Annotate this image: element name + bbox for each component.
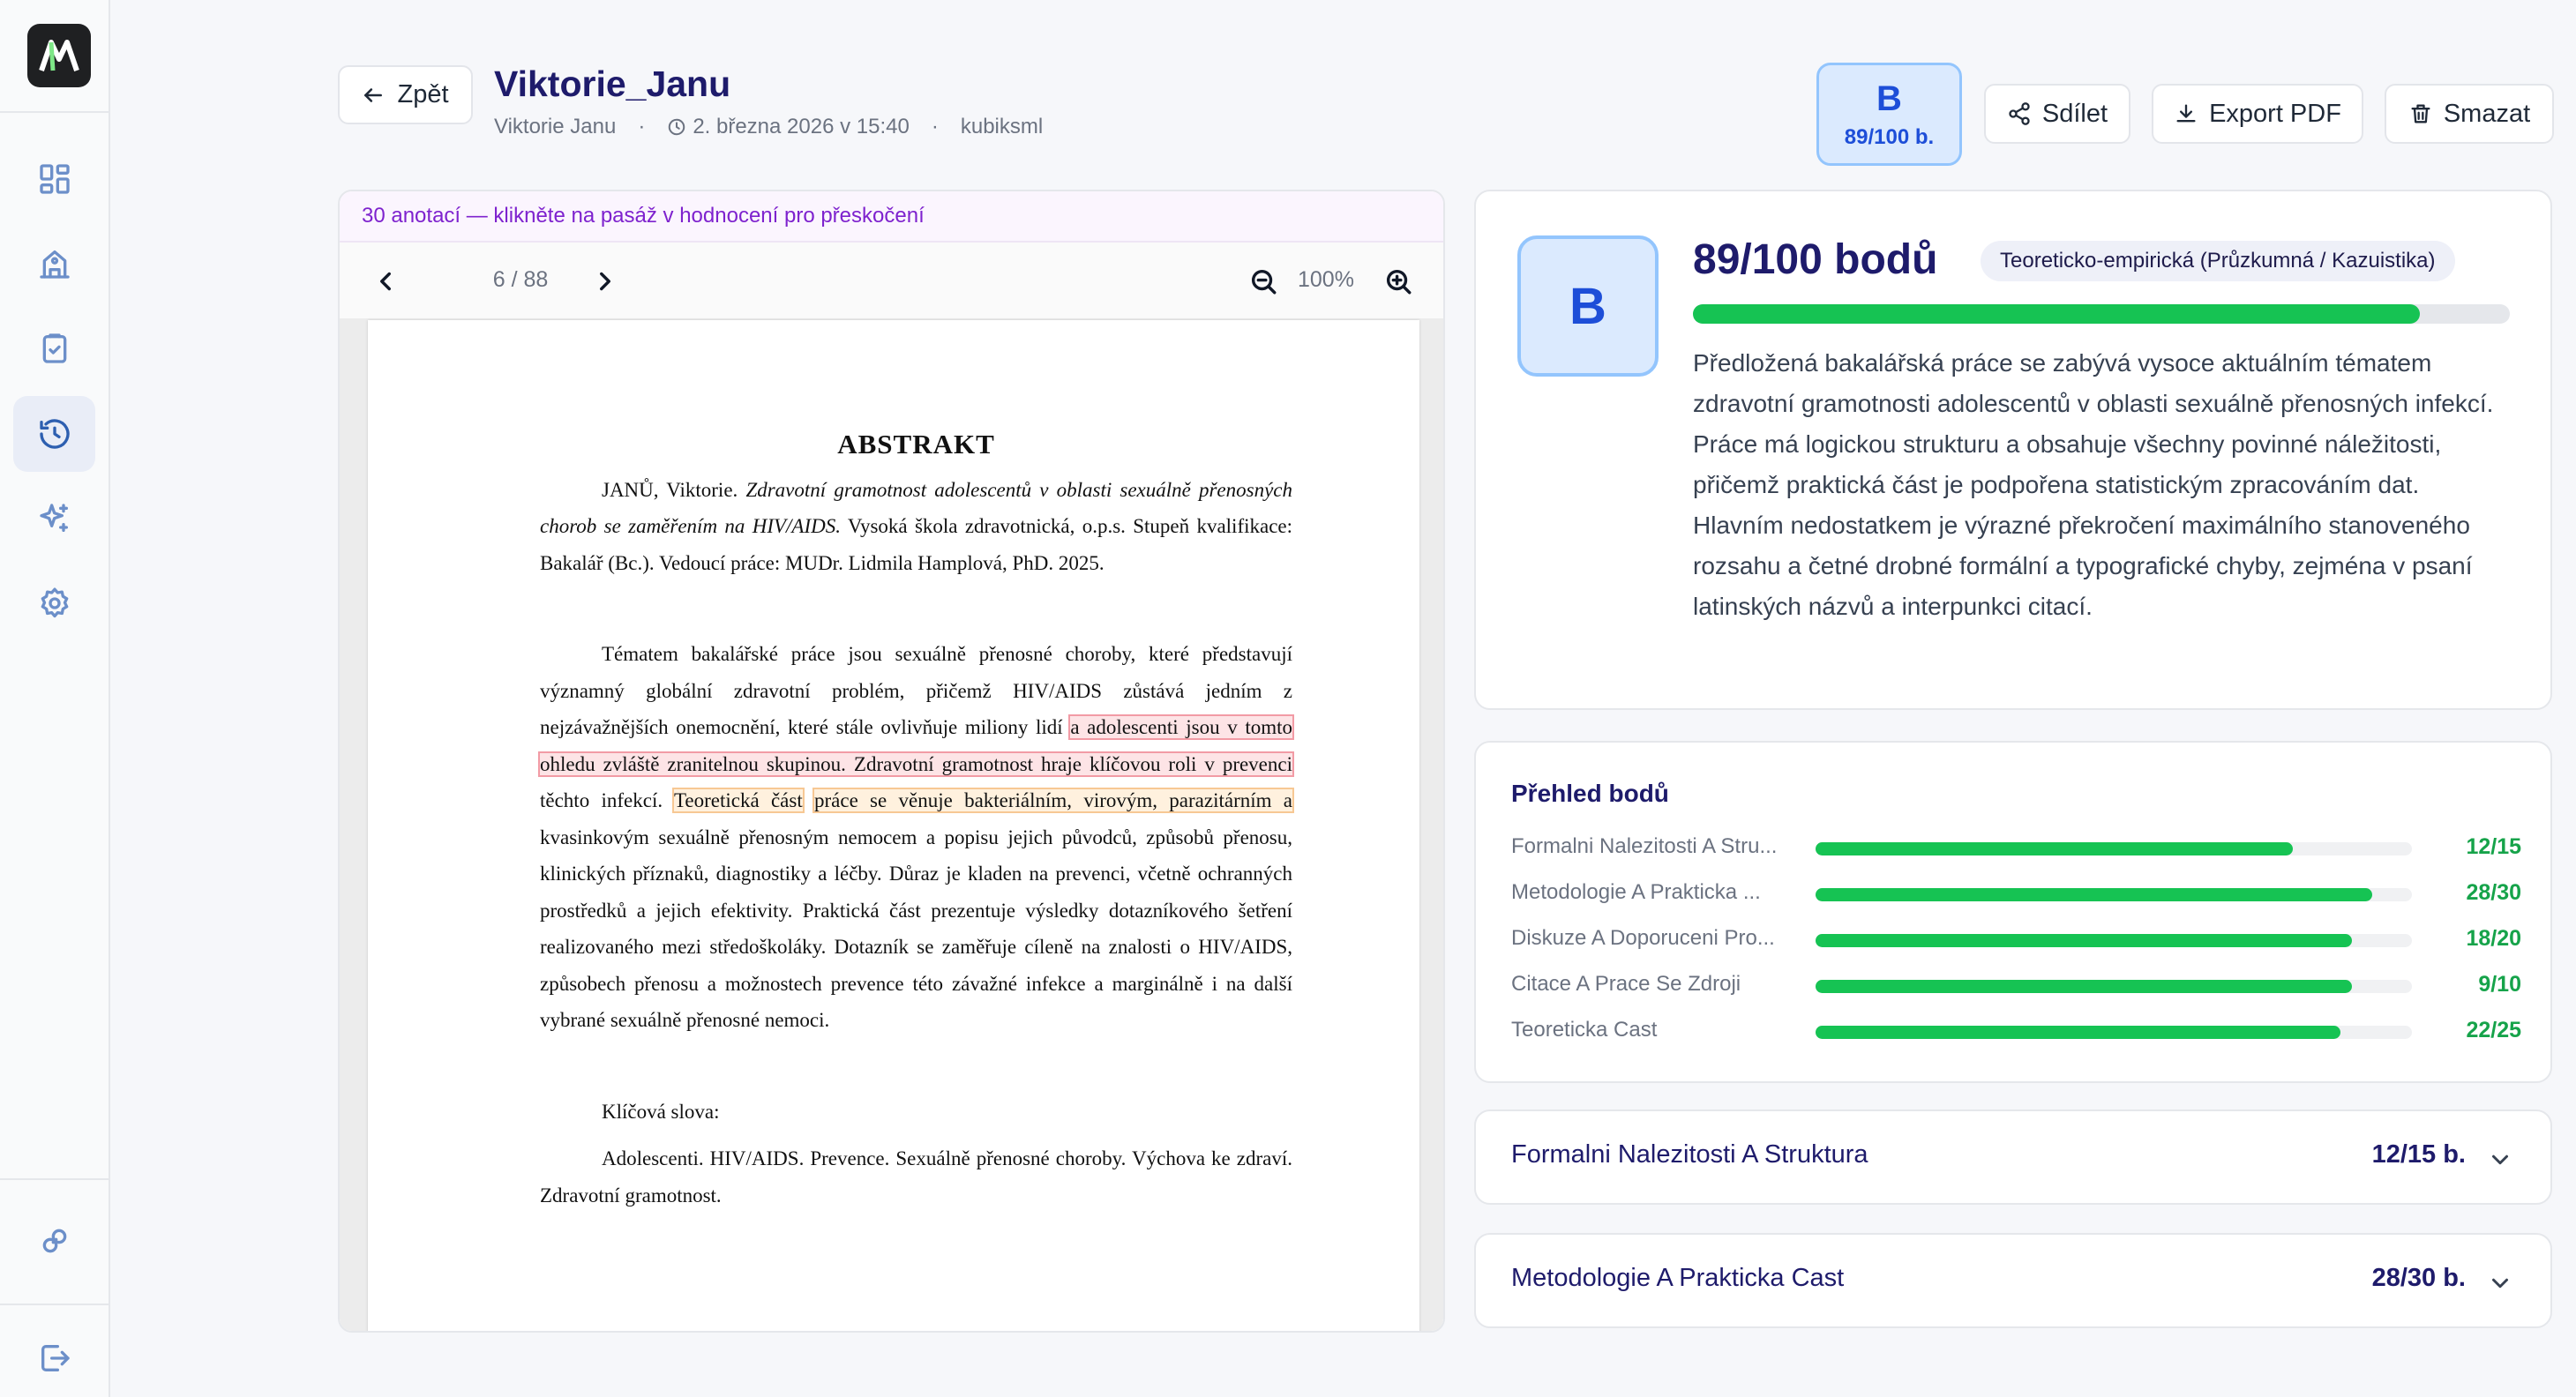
pdf-citation xyxy=(540,472,1292,582)
nav-settings[interactable] xyxy=(13,565,95,641)
annotation-highlight[interactable]: práce se věnuje bakteriálním, virovým, parazitárním a xyxy=(814,789,1292,811)
total-score: 89/100 bodů xyxy=(1693,236,1938,283)
criterion-value: 12/15 xyxy=(2466,834,2521,859)
points-row xyxy=(1511,831,2521,866)
pdf-page-text xyxy=(540,320,1292,1214)
back-button[interactable] xyxy=(338,65,473,124)
nav-institutions[interactable] xyxy=(13,226,95,302)
document-meta xyxy=(494,115,1043,139)
app-logo[interactable] xyxy=(27,24,91,87)
criterion-bar xyxy=(1816,1026,2412,1039)
criterion-name: Formalni Nalezitosti A Stru... xyxy=(1511,834,1778,858)
user-name: kubiksml xyxy=(960,115,1044,138)
criterion-name: Citace A Prace Se Zdroji xyxy=(1511,972,1741,996)
nav-ai[interactable] xyxy=(13,481,95,557)
chevron-down-icon xyxy=(2487,1147,2513,1173)
points-overview-card xyxy=(1474,741,2552,1083)
link-icon xyxy=(37,1223,72,1259)
abstract-text: kvasinkovým sexuálně přenosným nemocem a popisu jejich původců, způsobů přenosu, klinických příznaků, diagnostiky a léčby. Důraz je kladen na prevenci, včetně ochranných prostředků a jejich efektivity. Praktická část prezentuje výsledky dotazníkového šetření realizovaného mezi středoškoláky. Dotazník se zaměřuje cíleně na znalosti o HIV/AIDS, způsobech přenosu a možnostech prevence této závažné infekce a marginálně i na další vybrané sexuálně přenosné nemoci. xyxy=(540,826,1292,1031)
criterion-bar-fill xyxy=(1816,980,2352,993)
thesis-type-badge: Teoreticko-empirická (Průzkumná / Kazuistika) xyxy=(1981,241,2455,281)
points-row xyxy=(1511,923,2521,958)
keywords-label: Klíčová slova: xyxy=(602,1100,720,1123)
meta-separator: · xyxy=(931,115,939,138)
citation-title: Zdravotní gramotnost adolescentů v oblasti sexuálně přenosných chorob se zaměřením na HIV/AIDS. xyxy=(540,478,1293,537)
grade-badge xyxy=(1816,63,1962,166)
points-row xyxy=(1511,968,2521,1004)
page-indicator: 6 / 88 xyxy=(492,267,549,292)
clipboard-check-icon xyxy=(37,331,72,366)
nav-integrations[interactable] xyxy=(13,1203,95,1279)
sidebar-divider xyxy=(0,1178,110,1180)
citation-author: JANŮ, Viktorie. xyxy=(602,478,738,501)
criterion-bar-fill xyxy=(1816,1026,2340,1039)
abstract-text: Tématem bakalářské práce jsou sexuálně přenosné choroby, které představují významný globální zdravotní problém, přičemž HIV/AIDS zůstává jedním z nejzávažnějších onemocnění, které stále ovlivňuje miliony lidí xyxy=(540,643,1292,738)
download-icon xyxy=(2174,101,2198,126)
logout-icon xyxy=(37,1341,72,1376)
page-title: Viktorie_Janu xyxy=(494,64,731,104)
points-overview-title: Přehled bodů xyxy=(1511,780,1669,807)
criterion-value: 18/20 xyxy=(2466,926,2521,951)
logo-icon xyxy=(39,38,79,73)
section-title: Formalni Nalezitosti A Struktura xyxy=(1511,1140,1868,1169)
arrow-left-icon xyxy=(362,84,385,107)
points-row xyxy=(1511,877,2521,912)
section-title: Metodologie A Prakticka Cast xyxy=(1511,1264,1845,1292)
criterion-bar-fill xyxy=(1816,888,2372,901)
chevron-down-icon xyxy=(2487,1270,2513,1296)
dashboard-icon xyxy=(37,161,72,197)
history-icon xyxy=(37,416,72,452)
trash-icon xyxy=(2408,101,2433,126)
criterion-bar-fill xyxy=(1816,934,2352,947)
sparkles-icon xyxy=(37,501,72,536)
section-score: 12/15 b. xyxy=(2371,1140,2466,1169)
grade-points: 89/100 b. xyxy=(1844,125,1935,149)
annotation-highlight[interactable]: Teoretická část xyxy=(673,789,803,811)
delete-button[interactable] xyxy=(2385,84,2554,144)
pdf-abstract xyxy=(540,636,1292,1039)
abstract-text: těchto infekcí. xyxy=(540,789,663,811)
sidebar xyxy=(0,0,110,1397)
section-score: 28/30 b. xyxy=(2371,1264,2466,1292)
nav-evaluations[interactable] xyxy=(13,310,95,386)
criterion-value: 28/30 xyxy=(2466,880,2521,905)
criterion-bar xyxy=(1816,842,2412,855)
export-label: Export PDF xyxy=(2209,99,2341,128)
author-name: Viktorie Janu xyxy=(494,115,617,138)
zoom-in-icon[interactable] xyxy=(1383,266,1413,296)
nav-dashboard[interactable] xyxy=(13,141,95,217)
criterion-bar xyxy=(1816,934,2412,947)
annotation-highlight[interactable]: a adolescenti jsou v tomto ohledu zvláště zranitelnou skupinou. Zdravotní gramotnost hraje klíčovou roli v prevenci xyxy=(540,716,1292,775)
section-formal-requirements[interactable] xyxy=(1474,1109,2552,1205)
pdf-heading: ABSTRAKT xyxy=(837,429,995,459)
viewer-toolbar xyxy=(340,243,1443,320)
score-progress-bar xyxy=(1693,304,2510,324)
keywords: Adolescenti. HIV/AIDS. Prevence. Sexuálně přenosné choroby. Výchova ke zdraví. Zdravotní gramotnost. xyxy=(540,1147,1292,1206)
summary-card xyxy=(1474,190,2552,710)
criterion-name: Metodologie A Prakticka ... xyxy=(1511,880,1761,904)
criterion-bar xyxy=(1816,888,2412,901)
gear-icon xyxy=(37,586,72,621)
created-date: 2. března 2026 v 15:40 xyxy=(693,115,910,138)
grade-letter: B xyxy=(1876,79,1902,118)
score-progress-fill xyxy=(1693,304,2420,324)
criterion-name: Teoreticka Cast xyxy=(1511,1018,1658,1042)
section-methodology[interactable] xyxy=(1474,1233,2552,1328)
criterion-bar xyxy=(1816,980,2412,993)
pdf-viewer xyxy=(338,190,1445,1333)
share-label: Sdílet xyxy=(2041,99,2108,128)
share-icon xyxy=(2007,101,2032,126)
criterion-value: 9/10 xyxy=(2478,972,2521,997)
citation-details: Vysoká škola zdravotnická, o.p.s. Stupeň kvalifikace: Bakalář (Bc.). Vedoucí práce: MUDr. Lidmila Hamplová, PhD. 2025. xyxy=(540,515,1293,574)
criterion-value: 22/25 xyxy=(2466,1018,2521,1042)
share-button[interactable] xyxy=(1984,84,2130,144)
meta-separator: · xyxy=(638,115,646,138)
annotation-banner: 30 anotací — klikněte na pasáž v hodnocení pro přeskočení xyxy=(340,191,1443,243)
sidebar-divider xyxy=(0,1304,110,1305)
pdf-scroll-area[interactable] xyxy=(340,320,1443,1333)
points-row xyxy=(1511,1014,2521,1050)
sidebar-divider xyxy=(0,111,110,113)
nav-logout[interactable] xyxy=(13,1320,95,1396)
criterion-name: Diskuze A Doporuceni Pro... xyxy=(1511,926,1775,950)
criterion-bar-fill xyxy=(1816,842,2293,855)
zoom-out-icon[interactable] xyxy=(1248,266,1278,296)
pdf-page xyxy=(368,320,1419,1333)
delete-label: Smazat xyxy=(2443,99,2531,128)
summary-text: Předložená bakalářská práce se zabývá vysoce aktuálním tématem zdravotní gramotnosti adolescentů v oblasti sexuálně přenosných infekcí. Práce má logickou strukturu a obsahuje všechny povinné náležitosti, přičemž praktická část je podpořena statistickým zpracováním dat. Hlavním nedostatkem je výrazné překročení maximálního stanoveného rozsahu a četné drobné formální a typografické chyby, zejména v psaní latinských názvů a interpunkci citací. xyxy=(1693,349,2494,620)
building-icon xyxy=(37,246,72,281)
chevron-right-icon[interactable] xyxy=(590,266,620,296)
export-pdf-button[interactable] xyxy=(2152,84,2363,144)
nav-history[interactable] xyxy=(13,396,95,472)
zoom-level: 100% xyxy=(1298,267,1354,292)
back-label: Zpět xyxy=(397,80,449,108)
grade-letter-large: B xyxy=(1517,235,1659,377)
chevron-left-icon[interactable] xyxy=(371,266,401,296)
clock-icon xyxy=(667,117,686,137)
